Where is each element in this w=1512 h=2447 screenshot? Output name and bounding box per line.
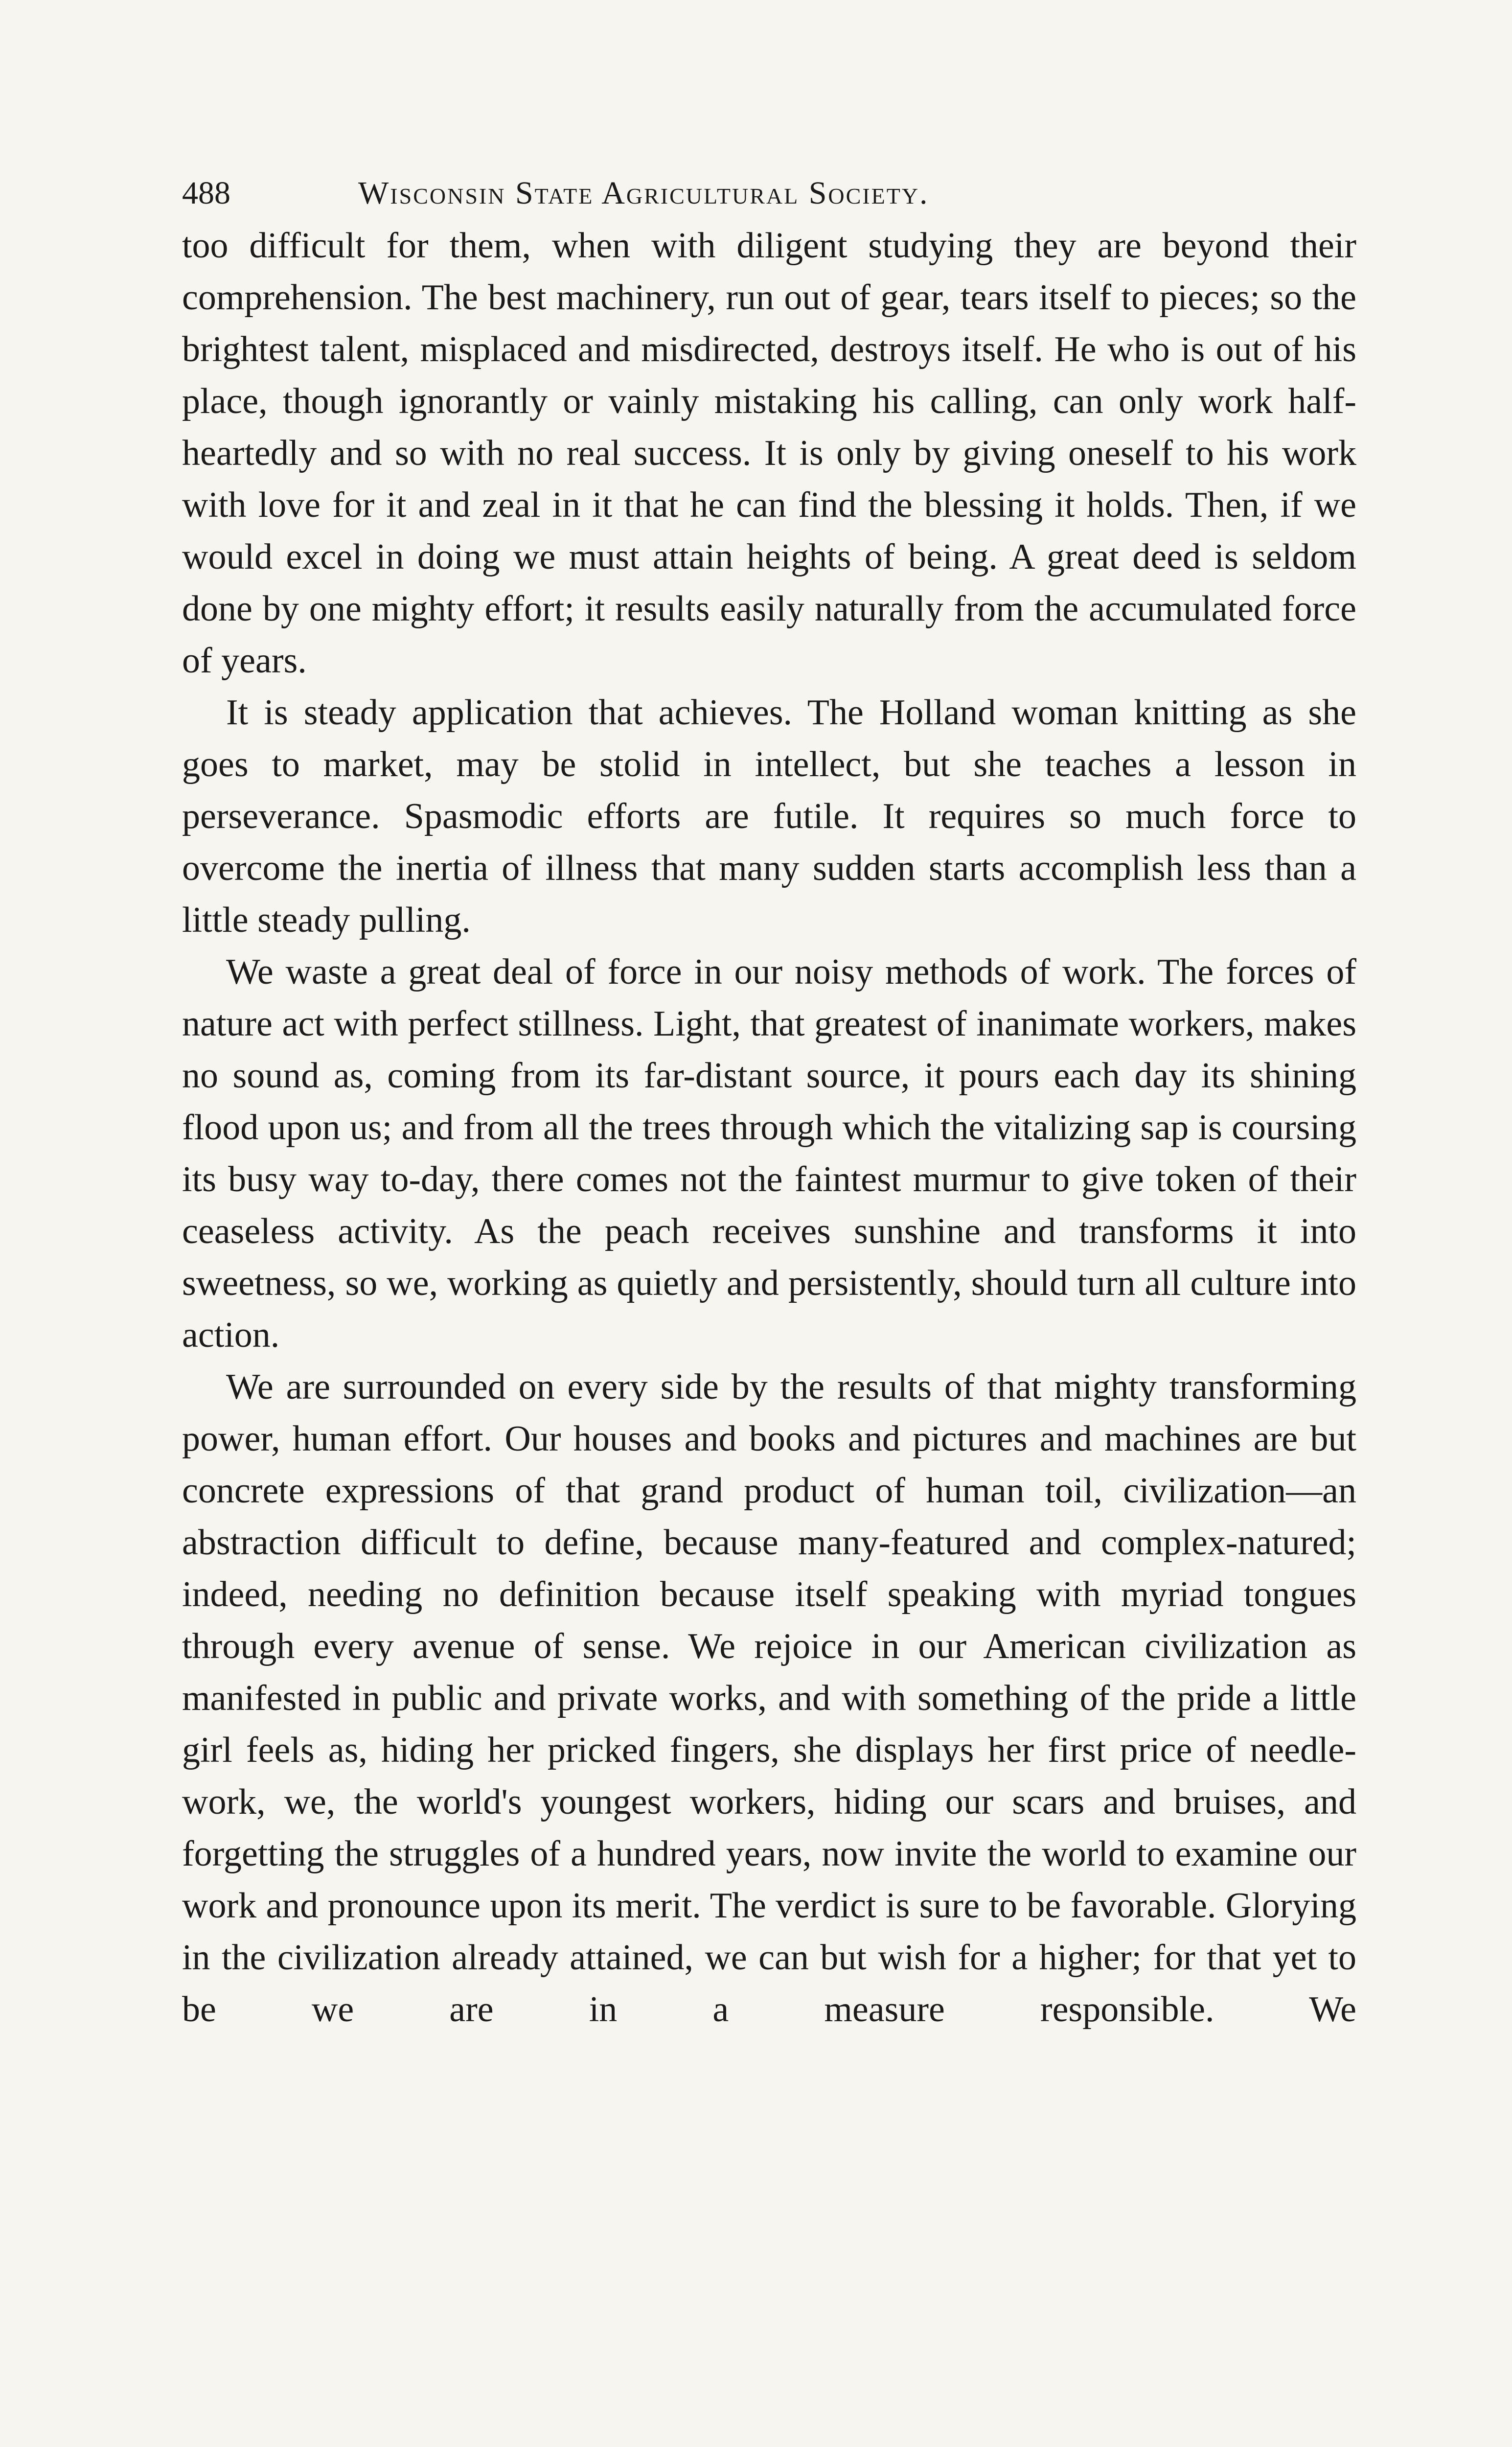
running-head: Wisconsin State Agricultural Society. [358, 175, 929, 211]
page-number: 488 [182, 175, 230, 211]
book-page [182, 169, 1356, 2035]
paragraph-1: too difficult for them, when with diligent studying they are beyond their comprehension. The best machinery, run out of gear, tears itself to pieces; so the brightest talent, misplaced and misdirected, destroys itself. He who is out of his place, though ignorantly or vainly mistaking his calling, can only work half-heartedly and so with no real success. It is only by giving oneself to his work with love for it and zeal in it that he can find the blessing it holds. Then, if we would excel in doing we must attain heights of being. A great deed is seldom done by one mighty effort; it results easily naturally from the accumulated force of years. [182, 226, 1356, 681]
paragraph-3: We waste a great deal of force in our noisy methods of work. The forces of nature act with perfect stillness. Light, that greatest of inanimate workers, makes no sound as, coming from its far-distant source, it pours each day its shining flood upon us; and from all the trees through which the vitalizing sap is coursing its busy way to-day, there comes not the faintest murmur to give token of their ceaseless activity. As the peach receives sunshine and transforms it into sweetness, so we, working as quietly and persistently, should turn all culture into action. [182, 952, 1356, 1355]
paragraph-2: It is steady application that achieves. The Holland woman knitting as she goes to market, may be stolid in intellect, but she teaches a lesson in perseverance. Spasmodic efforts are futile. It requires so much force to overcome the inertia of illness that many sudden starts accomplish less than a little steady pulling. [182, 693, 1356, 940]
paragraph-4: We are surrounded on every side by the results of that mighty transforming power, human effort. Our houses and books and pictures and machines are but concrete expressions of that grand product of human toil, civilization—an abstraction difficult to define, because many-featured and complex-natured; indeed, needing no definition because itself speaking with myriad tongues through every avenue of sense. We rejoice in our American civilization as manifested in public and private works, and with something of the pride a little girl feels as, hiding her pricked fingers, she displays her first price of needle-work, we, the world's youngest workers, hiding our scars and bruises, and forgetting the struggles of a hundred years, now invite the world to examine our work and pronounce upon its merit. The verdict is sure to be favorable. Glorying in the civilization already attained, we can but wish for a higher; for that yet to be we are in a measure responsible. We [182, 1367, 1356, 2030]
body-text [182, 220, 1356, 2035]
page-header [182, 169, 1356, 218]
